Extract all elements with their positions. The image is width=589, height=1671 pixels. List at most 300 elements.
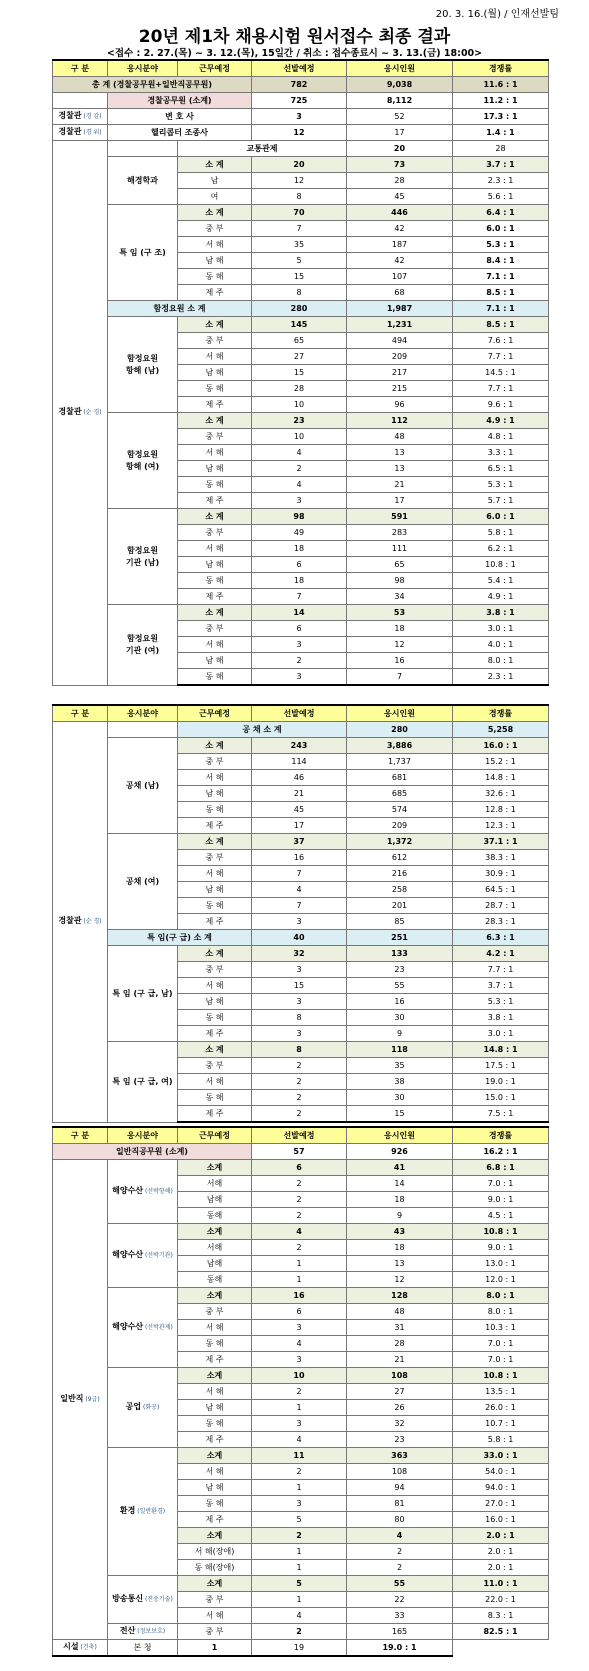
table-cell: 17.5 : 1	[453, 1058, 549, 1074]
table-cell: 15	[252, 365, 347, 381]
column-header: 근무예정	[178, 705, 252, 722]
table-cell: 18	[347, 1240, 453, 1256]
table-cell: 26.0 : 1	[453, 1400, 549, 1416]
results-table	[52, 59, 549, 686]
table-cell: 7.0 : 1	[453, 1336, 549, 1352]
table-cell: 소 계	[178, 509, 252, 525]
table-cell: 5.3 : 1	[453, 237, 549, 253]
table-cell: 동해	[178, 1272, 252, 1288]
table-cell: 8	[252, 1010, 347, 1026]
table-cell: 13.0 : 1	[453, 1256, 549, 1272]
table-cell: 64.5 : 1	[453, 882, 549, 898]
table-cell: 함정요원 항해 (남)	[108, 317, 178, 413]
table-cell: 2	[252, 1176, 347, 1192]
table-cell: 동 해	[178, 1010, 252, 1026]
table-cell: 1	[252, 1256, 347, 1272]
table-cell: 494	[347, 333, 453, 349]
table-cell: 8,112	[347, 93, 453, 109]
table-cell: 3.7 : 1	[453, 978, 549, 994]
table-cell: 공 채 소 계	[178, 722, 347, 738]
document-subtitle: <접수 : 2. 27.(목) ~ 3. 12.(목), 15일간 / 취소 : 접수종료시 ~ 3. 13.(금) 18:00>	[106, 48, 483, 59]
table-cell: 중 부	[178, 1592, 252, 1608]
header-row	[53, 60, 549, 77]
table-cell: 3	[252, 637, 347, 653]
table-row	[53, 1448, 549, 1464]
table-cell: 2	[252, 653, 347, 669]
table-cell: 70	[252, 205, 347, 221]
table-cell: 15.2 : 1	[453, 754, 549, 770]
table-cell: 7.0 : 1	[453, 1352, 549, 1368]
column-header: 선발예정	[252, 1127, 347, 1144]
table-cell: 제 주	[178, 397, 252, 413]
column-header: 선발예정	[252, 705, 347, 722]
table-cell: 8	[252, 189, 347, 205]
table-cell: 7.5 : 1	[453, 1106, 549, 1123]
table-cell: 591	[347, 509, 453, 525]
table-cell: 서 해	[178, 237, 252, 253]
table-cell: 중 부	[178, 429, 252, 445]
table-cell: 해양수산 (선박항해)	[108, 1160, 178, 1224]
column-header: 구 분	[53, 60, 108, 77]
table-cell: 1.4 : 1	[453, 125, 549, 141]
table-cell: 215	[347, 381, 453, 397]
table-cell: 서 해	[178, 1384, 252, 1400]
table-cell: 소계	[178, 1224, 252, 1240]
table-cell: 중 부	[178, 1304, 252, 1320]
table-cell: 216	[347, 866, 453, 882]
table-cell: 11.2 : 1	[453, 93, 549, 109]
table-cell: 45	[252, 802, 347, 818]
table-row	[53, 93, 549, 109]
table-cell: 10.3 : 1	[453, 1320, 549, 1336]
table-cell: 43	[347, 1224, 453, 1240]
table-cell: 3.3 : 1	[453, 445, 549, 461]
table-cell: 소 계	[178, 157, 252, 173]
table-cell: 3	[252, 669, 347, 686]
table-cell: 1	[252, 1272, 347, 1288]
table-cell: 환경 (일반환경)	[108, 1448, 178, 1576]
table-cell: 7	[252, 866, 347, 882]
table-cell: 2	[252, 1074, 347, 1090]
table-cell: 소 계	[178, 413, 252, 429]
table-cell: 19	[252, 1640, 347, 1657]
table-cell: 함정요원 기관 (여)	[108, 605, 178, 686]
table-cell	[108, 722, 178, 738]
table-cell: 13.5 : 1	[453, 1384, 549, 1400]
column-header: 응시분야	[108, 1127, 178, 1144]
table-cell: 8	[252, 1042, 347, 1058]
table-row	[53, 509, 549, 525]
table-cell: 제 주	[178, 1352, 252, 1368]
table-cell: 96	[347, 397, 453, 413]
table-cell: 14	[347, 1176, 453, 1192]
table-cell: 남 해	[178, 994, 252, 1010]
table-row	[53, 1288, 549, 1304]
cell-subtitle: (순 경)	[81, 918, 102, 926]
table-row	[53, 141, 549, 157]
table-cell: 6	[252, 557, 347, 573]
column-header: 응시인원	[347, 60, 453, 77]
table-row	[53, 1144, 549, 1160]
table-cell: 9	[347, 1208, 453, 1224]
table-cell: 18	[252, 573, 347, 589]
table-cell: 15.0 : 1	[453, 1090, 549, 1106]
table-row	[53, 930, 549, 946]
table-cell: 7	[252, 898, 347, 914]
table-cell: 27	[347, 1384, 453, 1400]
table-cell: 헬리콥터 조종사	[108, 125, 252, 141]
table-cell: 18	[347, 1192, 453, 1208]
table-cell: 함정요원 항해 (여)	[108, 413, 178, 509]
table-cell: 1,987	[347, 301, 453, 317]
table-cell: 32	[252, 946, 347, 962]
table-cell: 133	[347, 946, 453, 962]
table-row	[53, 109, 549, 125]
table-cell: 소계	[178, 1576, 252, 1592]
table-cell: 38.3 : 1	[453, 850, 549, 866]
cell-subtitle: (선박관제)	[143, 1324, 173, 1331]
table-cell: 725	[252, 93, 347, 109]
table-cell: 7.7 : 1	[453, 381, 549, 397]
table-cell: 6.8 : 1	[453, 1160, 549, 1176]
cell-subtitle: (일반환경)	[135, 1508, 166, 1515]
table-cell: 12.0 : 1	[453, 1272, 549, 1288]
table-row	[53, 1576, 549, 1592]
table-cell: 15	[252, 269, 347, 285]
table-cell: 5	[252, 1512, 347, 1528]
table-cell: 16	[252, 850, 347, 866]
table-cell: 6.0 : 1	[453, 509, 549, 525]
table-cell: 동 해	[178, 477, 252, 493]
table-cell: 22	[347, 1592, 453, 1608]
table-cell: 4	[252, 445, 347, 461]
table-cell: 제 주	[178, 818, 252, 834]
table-cell: 동 해	[178, 1416, 252, 1432]
table-cell: 3.8 : 1	[453, 1010, 549, 1026]
table-row	[53, 722, 549, 738]
table-cell: 13	[347, 1256, 453, 1272]
table-cell: 55	[347, 1576, 453, 1592]
table-cell: 42	[347, 253, 453, 269]
table-cell: 4	[252, 477, 347, 493]
table-cell: 574	[347, 802, 453, 818]
table-row	[53, 77, 549, 93]
table-cell: 209	[347, 349, 453, 365]
table-cell: 10	[252, 1368, 347, 1384]
table-cell: 10	[252, 397, 347, 413]
table-row	[53, 1640, 549, 1657]
table-cell: 5.6 : 1	[453, 189, 549, 205]
table-cell: 217	[347, 365, 453, 381]
table-cell: 65	[252, 333, 347, 349]
table-cell: 108	[347, 1368, 453, 1384]
table-cell: 6	[252, 621, 347, 637]
table-cell: 남 해	[178, 253, 252, 269]
table-cell: 21	[252, 786, 347, 802]
table-cell: 8	[252, 285, 347, 301]
table-cell: 9.6 : 1	[453, 397, 549, 413]
cell-subtitle: (화공)	[141, 1404, 160, 1411]
table-cell: 3.0 : 1	[453, 1026, 549, 1042]
table-cell: 11	[252, 1448, 347, 1464]
table-cell: 6	[252, 1304, 347, 1320]
table-cell: 6.0 : 1	[453, 221, 549, 237]
table-cell: 남 해	[178, 786, 252, 802]
table-cell: 중 부	[178, 850, 252, 866]
table-cell: 80	[347, 1512, 453, 1528]
table-cell: 동 해	[178, 381, 252, 397]
table-cell: 1	[252, 1560, 347, 1576]
table-cell: 9,038	[347, 77, 453, 93]
table-cell: 13	[347, 461, 453, 477]
table-cell: 782	[252, 77, 347, 93]
table-cell: 3	[252, 914, 347, 930]
table-row	[53, 1042, 549, 1058]
table-row	[53, 205, 549, 221]
table-cell: 남	[178, 173, 252, 189]
table-cell: 28	[252, 381, 347, 397]
table-cell: 65	[347, 557, 453, 573]
table-cell: 8.5 : 1	[453, 285, 549, 301]
table-cell: 17	[347, 493, 453, 509]
table-cell: 57	[252, 1144, 347, 1160]
table-cell: 소 계	[178, 834, 252, 850]
table-cell: 9	[347, 1026, 453, 1042]
table-cell: 특 임(구 급) 소 계	[108, 930, 252, 946]
table-cell: 2	[252, 1106, 347, 1123]
table-cell: 28	[453, 141, 549, 157]
table-cell: 35	[347, 1058, 453, 1074]
table-cell: 2	[252, 1624, 347, 1640]
table-cell: 3	[252, 493, 347, 509]
table-cell: 30.9 : 1	[453, 866, 549, 882]
table-cell: 19.0 : 1	[347, 1640, 453, 1657]
table-cell: 소 계	[178, 317, 252, 333]
table-row	[53, 157, 549, 173]
table-cell: 28.3 : 1	[453, 914, 549, 930]
table-cell: 2	[252, 461, 347, 477]
table-cell: 변 호 사	[108, 109, 252, 125]
table-cell: 함정요원 소 계	[108, 301, 252, 317]
table-cell: 남해	[178, 1256, 252, 1272]
table-cell: 4	[252, 1224, 347, 1240]
table-cell: 4	[252, 1432, 347, 1448]
table-row	[53, 413, 549, 429]
table-cell: 363	[347, 1448, 453, 1464]
table-cell: 방송통신 (전송기술)	[108, 1576, 178, 1624]
table-cell: 45	[347, 189, 453, 205]
table-cell: 경찰관 (순 경)	[53, 141, 108, 686]
table-cell: 2.0 : 1	[453, 1560, 549, 1576]
table-cell: 10	[252, 429, 347, 445]
dateline: 20. 3. 16.(월) / 인재선발팀	[435, 9, 559, 20]
table-cell: 612	[347, 850, 453, 866]
table-cell: 2	[347, 1544, 453, 1560]
table-cell: 3	[252, 1320, 347, 1336]
table-cell: 6.3 : 1	[453, 930, 549, 946]
table-cell: 16	[252, 1288, 347, 1304]
table-cell: 3.7 : 1	[453, 157, 549, 173]
table-cell: 2	[347, 1560, 453, 1576]
table-cell: 3	[252, 1026, 347, 1042]
table-cell: 제 주	[178, 1512, 252, 1528]
table-cell: 남 해	[178, 1480, 252, 1496]
table-cell: 23	[347, 1432, 453, 1448]
table-cell: 중 부	[178, 962, 252, 978]
table-cell: 94.0 : 1	[453, 1480, 549, 1496]
table-cell: 동해	[178, 1208, 252, 1224]
table-cell: 685	[347, 786, 453, 802]
table-cell: 12	[252, 125, 347, 141]
table-cell: 5	[252, 253, 347, 269]
table-cell: 특 임 (구 급, 남)	[108, 946, 178, 1042]
table-cell: 85	[347, 914, 453, 930]
table-cell: 6.2 : 1	[453, 541, 549, 557]
table-cell: 동 해	[178, 573, 252, 589]
table-cell: 48	[347, 1304, 453, 1320]
column-header: 경쟁률	[453, 1127, 549, 1144]
table-cell: 18	[347, 621, 453, 637]
table-cell: 제 주	[178, 1106, 252, 1123]
column-header: 근무예정	[178, 1127, 252, 1144]
table-cell: 446	[347, 205, 453, 221]
table-cell: 98	[347, 573, 453, 589]
table-cell	[53, 93, 108, 109]
table-cell: 73	[347, 157, 453, 173]
table-cell: 14	[252, 605, 347, 621]
table-cell: 9.0 : 1	[453, 1240, 549, 1256]
table-cell: 동 해	[178, 802, 252, 818]
table-cell: 2	[252, 1464, 347, 1480]
table-cell: 남 해	[178, 557, 252, 573]
table-cell: 7	[347, 669, 453, 686]
table-cell: 22.0 : 1	[453, 1592, 549, 1608]
table-cell: 48	[347, 429, 453, 445]
table-cell: 해양수산 (선박기관)	[108, 1224, 178, 1288]
table-cell: 2.0 : 1	[453, 1528, 549, 1544]
table-cell: 1,231	[347, 317, 453, 333]
table-cell: 동 해	[178, 1496, 252, 1512]
table-cell: 제 주	[178, 589, 252, 605]
table-cell: 145	[252, 317, 347, 333]
table-cell: 4.8 : 1	[453, 429, 549, 445]
table-cell: 4.9 : 1	[453, 589, 549, 605]
results-table	[52, 1126, 549, 1657]
table-cell: 114	[252, 754, 347, 770]
column-header: 응시분야	[108, 60, 178, 77]
column-header: 응시인원	[347, 705, 453, 722]
table-cell: 5.8 : 1	[453, 1432, 549, 1448]
table-cell: 본 청	[108, 1640, 178, 1657]
cell-subtitle: (순 경)	[81, 409, 102, 417]
table-cell: 6.5 : 1	[453, 461, 549, 477]
table-cell: 소 계	[178, 738, 252, 754]
table-cell: 소계	[178, 1368, 252, 1384]
table-cell: 1,372	[347, 834, 453, 850]
table-cell: 중 부	[178, 754, 252, 770]
table-row	[53, 834, 549, 850]
table-cell: 49	[252, 525, 347, 541]
table-cell: 258	[347, 882, 453, 898]
table-cell: 10.8 : 1	[453, 557, 549, 573]
cell-subtitle: (선박기관)	[143, 1252, 173, 1259]
table-cell: 1	[252, 1544, 347, 1560]
table-cell: 118	[347, 1042, 453, 1058]
table-cell: 3,886	[347, 738, 453, 754]
table-cell: 54.0 : 1	[453, 1464, 549, 1480]
table-cell: 94	[347, 1480, 453, 1496]
table-cell: 7.7 : 1	[453, 349, 549, 365]
table-cell: 34	[347, 589, 453, 605]
table-cell: 소 계	[178, 605, 252, 621]
table-cell: 전산 (정보보호)	[108, 1624, 178, 1640]
table-cell: 3	[252, 994, 347, 1010]
table-cell: 28	[347, 173, 453, 189]
table-cell: 68	[347, 285, 453, 301]
table-cell: 7.6 : 1	[453, 333, 549, 349]
table-cell: 2	[252, 1240, 347, 1256]
table-cell: 소 계	[178, 205, 252, 221]
cell-subtitle: (선박항해)	[143, 1188, 173, 1195]
table-cell: 6.4 : 1	[453, 205, 549, 221]
table-cell: 6	[252, 1160, 347, 1176]
table-cell: 12.8 : 1	[453, 802, 549, 818]
header-row	[53, 1127, 549, 1144]
table-cell: 35	[252, 237, 347, 253]
table-cell: 제 주	[178, 914, 252, 930]
table-cell: 9.0 : 1	[453, 1192, 549, 1208]
table-cell: 서 해	[178, 1074, 252, 1090]
table-cell: 251	[347, 930, 453, 946]
table-cell: 중 부	[178, 621, 252, 637]
table-cell: 2.0 : 1	[453, 1544, 549, 1560]
table-cell: 경찰관 (경 감)	[53, 109, 108, 125]
table-cell: 1	[178, 1640, 252, 1657]
table-cell: 14.5 : 1	[453, 365, 549, 381]
table-cell: 중 부	[178, 1058, 252, 1074]
cell-subtitle: (정보보호)	[135, 1628, 166, 1635]
table-cell: 19.0 : 1	[453, 1074, 549, 1090]
table-cell: 서 해	[178, 541, 252, 557]
table-cell: 동 해	[178, 669, 252, 686]
table-cell: 시설 (건축)	[53, 1640, 108, 1657]
table-cell: 38	[347, 1074, 453, 1090]
table-cell: 27.0 : 1	[453, 1496, 549, 1512]
table-cell: 10.8 : 1	[453, 1368, 549, 1384]
table-cell: 중 부	[178, 525, 252, 541]
table-cell: 280	[252, 301, 347, 317]
table-cell: 공채 (남)	[108, 738, 178, 834]
cell-subtitle: (전송기술)	[143, 1596, 173, 1603]
table-cell: 209	[347, 818, 453, 834]
table-cell: 7.1 : 1	[453, 301, 549, 317]
table-cell: 27	[252, 349, 347, 365]
table-cell: 서해	[178, 1176, 252, 1192]
table-cell: 4.0 : 1	[453, 637, 549, 653]
table-cell: 동 해(장애)	[178, 1560, 252, 1576]
table-cell: 서 해(장애)	[178, 1544, 252, 1560]
table-cell: 243	[252, 738, 347, 754]
table-cell: 남 해	[178, 653, 252, 669]
table-cell: 16.0 : 1	[453, 1512, 549, 1528]
table-cell: 926	[347, 1144, 453, 1160]
table-cell: 30	[347, 1010, 453, 1026]
table-cell: 5.3 : 1	[453, 477, 549, 493]
table-row	[53, 946, 549, 962]
table-cell: 81	[347, 1496, 453, 1512]
table-row	[53, 317, 549, 333]
table-cell: 10.8 : 1	[453, 1224, 549, 1240]
